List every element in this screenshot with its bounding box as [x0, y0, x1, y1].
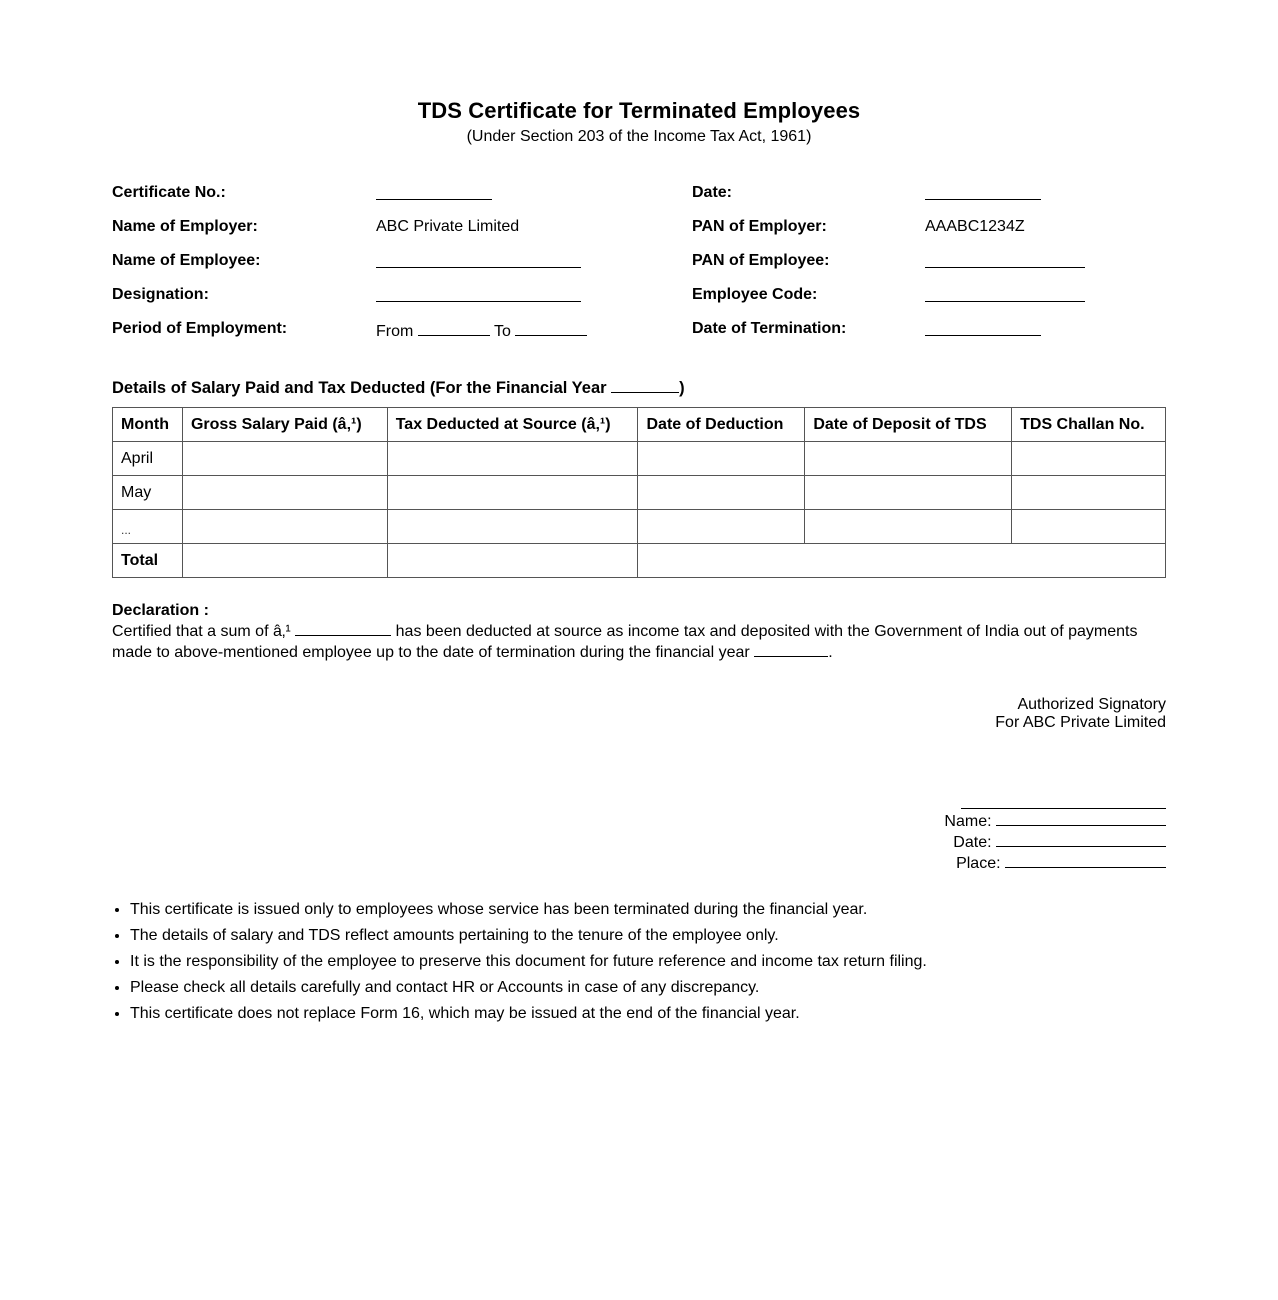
table-cell[interactable] [182, 476, 387, 510]
table-cell[interactable] [1012, 510, 1166, 544]
employer-name-value: ABC Private Limited [376, 218, 520, 235]
page-subtitle: (Under Section 203 of the Income Tax Act, 1961) [466, 128, 812, 145]
employer-name-label: Name of Employer: [112, 218, 258, 235]
financial-year-field[interactable] [611, 377, 679, 393]
declaration-year-field[interactable] [754, 641, 828, 657]
period-field [376, 320, 587, 341]
table-cell[interactable] [1012, 442, 1166, 476]
table-cell[interactable] [387, 476, 638, 510]
signature-line[interactable] [961, 808, 1166, 809]
period-to-label: To [493, 323, 511, 340]
list-item: • It is the responsibility of the employee to preserve this document for future reference and income tax return filing. [130, 949, 927, 975]
table-row [113, 476, 1166, 510]
table-header-row [113, 408, 1166, 442]
signatory-date-label: Date: [953, 834, 992, 851]
signatory-details [944, 810, 1166, 873]
column-header-date-of-deposit: Date of Deposit of TDS [805, 408, 1012, 442]
table-cell[interactable] [638, 510, 805, 544]
table-cell[interactable] [805, 442, 1012, 476]
total-empty-cell [638, 544, 1166, 578]
field-row-employee [112, 252, 1166, 276]
table-cell[interactable] [1012, 476, 1166, 510]
termination-date-field[interactable] [925, 320, 1041, 341]
designation-field[interactable] [376, 286, 581, 307]
employee-name-field[interactable] [376, 252, 581, 273]
table-cell[interactable] [805, 510, 1012, 544]
signatory-date-row [944, 831, 1166, 852]
designation-label: Designation: [112, 286, 209, 303]
signatory-place-row [944, 852, 1166, 873]
table-row [113, 510, 1166, 544]
table-cell[interactable] [182, 442, 387, 476]
authorized-signatory-label: Authorized Signatory [1017, 696, 1166, 713]
signatory-date-field[interactable] [996, 831, 1166, 847]
field-row-employer [112, 218, 1166, 242]
period-to-field[interactable] [515, 320, 587, 336]
certificate-no-label: Certificate No.: [112, 184, 226, 201]
list-item: • Please check all details carefully and contact HR or Accounts in case of any discrepancy. [130, 975, 927, 1001]
salary-heading-close: ) [679, 379, 685, 397]
date-label: Date: [692, 184, 733, 201]
declaration-text-part1: Certified that a sum of â‚¹ [112, 623, 291, 640]
period-label: Period of Employment: [112, 320, 288, 337]
total-label: Total [113, 544, 183, 578]
page-title: TDS Certificate for Terminated Employees [417, 98, 861, 123]
column-header-tax-deducted: Tax Deducted at Source (â‚¹) [387, 408, 638, 442]
employer-pan-label: PAN of Employer: [692, 218, 827, 235]
month-cell: April [113, 442, 183, 476]
employee-pan-field[interactable] [925, 252, 1085, 273]
total-tax-cell[interactable] [387, 544, 638, 578]
signatory-place-field[interactable] [1005, 852, 1166, 868]
declaration-text-part3: . [828, 644, 833, 661]
declaration-text-part2: has been deducted at source as income tax and deposited with the Government of India out of payments made to above-mentioned employee up to the date of termination during the financial year [112, 623, 1138, 661]
column-header-challan-no: TDS Challan No. [1012, 408, 1166, 442]
notes-list [112, 897, 927, 1027]
employee-name-label: Name of Employee: [112, 252, 261, 269]
table-cell[interactable] [638, 476, 805, 510]
declaration-text [112, 620, 1166, 662]
column-header-gross-salary: Gross Salary Paid (â‚¹) [182, 408, 387, 442]
month-cell: ... [113, 510, 183, 544]
signatory-name-row [944, 810, 1166, 831]
period-from-label: From [376, 323, 414, 340]
signatory-name-label: Name: [944, 813, 992, 830]
table-row [113, 442, 1166, 476]
signatory-company: For ABC Private Limited [995, 714, 1166, 731]
list-item: • This certificate does not replace Form 16, which may be issued at the end of the financial year. [130, 1001, 927, 1027]
list-item: • This certificate is issued only to employees whose service has been terminated during the financial year. [130, 897, 927, 923]
employee-pan-label: PAN of Employee: [692, 252, 830, 269]
table-cell[interactable] [387, 510, 638, 544]
field-row-certificate [112, 184, 1166, 208]
table-total-row [113, 544, 1166, 578]
column-header-month: Month [113, 408, 183, 442]
table-cell[interactable] [805, 476, 1012, 510]
salary-heading-text: Details of Salary Paid and Tax Deducted (For the Financial Year [112, 379, 607, 397]
employee-code-label: Employee Code: [692, 286, 818, 303]
salary-section-heading [112, 377, 685, 398]
field-row-period [112, 320, 1166, 344]
total-gross-cell[interactable] [182, 544, 387, 578]
salary-table [112, 407, 1166, 578]
date-field[interactable] [925, 184, 1041, 205]
signatory-block [995, 696, 1166, 732]
declared-amount-field[interactable] [295, 620, 391, 636]
period-from-field[interactable] [418, 320, 490, 336]
signatory-place-label: Place: [956, 855, 1001, 872]
declaration-heading: Declaration : [112, 602, 209, 619]
table-cell[interactable] [638, 442, 805, 476]
table-cell[interactable] [182, 510, 387, 544]
signatory-name-field[interactable] [996, 810, 1166, 826]
termination-date-label: Date of Termination: [692, 320, 847, 337]
field-row-designation [112, 286, 1166, 310]
column-header-date-of-deduction: Date of Deduction [638, 408, 805, 442]
certificate-no-field[interactable] [376, 184, 492, 205]
list-item: • The details of salary and TDS reflect amounts pertaining to the tenure of the employee only. [130, 923, 927, 949]
table-cell[interactable] [387, 442, 638, 476]
month-cell: May [113, 476, 183, 510]
employer-pan-value: AAABC1234Z [925, 218, 1025, 235]
employee-code-field[interactable] [925, 286, 1085, 307]
